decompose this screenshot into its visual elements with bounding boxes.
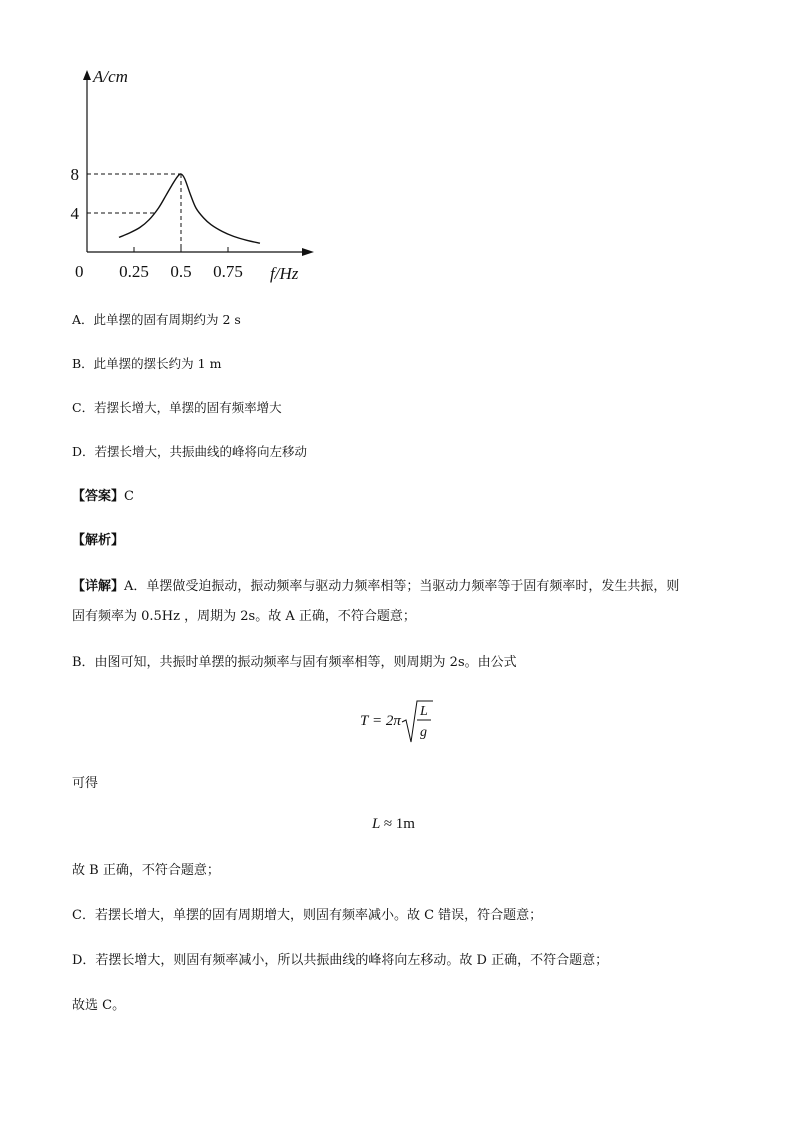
option-a: A．此单摆的固有周期约为 2 s <box>72 312 241 327</box>
kede-line: 可得 <box>72 776 99 791</box>
answer-line <box>72 486 732 508</box>
y-axis-label: A/cm <box>93 67 128 86</box>
y-axis-arrow <box>83 70 91 80</box>
detail-label: 【详解】 <box>72 579 125 594</box>
formula-period-num: L <box>420 704 428 719</box>
detail-a-text: A．单摆做受迫振动，振动频率与驱动力频率相等；当驱动力频率等于固有频率时，发生共振，则 <box>124 579 680 594</box>
formula-period <box>358 698 448 748</box>
detail-b-line: B．由图可知，共振时单摆的振动频率与固有频率相等，则周期为 2s。由公式 <box>72 655 517 670</box>
b-conclusion: 故 B 正确，不符合题意； <box>72 863 220 878</box>
formula-length-lhs: L <box>372 816 381 832</box>
x-tick-label: 0.75 <box>213 262 243 281</box>
answer-label: 【答案】 <box>72 489 125 504</box>
x-axis-label: f/Hz <box>270 264 299 283</box>
formula-period-lhs: T <box>360 713 369 729</box>
x-tick-label: 0.25 <box>119 262 149 281</box>
y-tick-label: 4 <box>70 204 79 223</box>
chart-guides <box>87 174 181 252</box>
answer-value: C <box>124 489 134 504</box>
x-tick-labels <box>119 262 243 281</box>
analysis-line <box>72 530 732 552</box>
resonance-chart <box>60 58 330 288</box>
detail-line-1 <box>72 576 732 598</box>
formula-period-svg <box>358 698 448 748</box>
y-tick-labels <box>71 165 80 223</box>
sqrt-sign <box>402 701 433 742</box>
chart-series-curve <box>119 174 260 243</box>
option-c: C．若摆长增大，单摆的固有频率增大 <box>72 400 282 415</box>
detail-c-line: C．若摆长增大，单摆的固有周期增大，则固有频率减小。故 C 错误，符合题意； <box>72 908 543 923</box>
analysis-label: 【解析】 <box>72 533 125 548</box>
y-tick-label: 8 <box>70 165 79 184</box>
option-b: B．此单摆的摆长约为 1 m <box>72 356 222 371</box>
origin-label: 0 <box>75 262 84 281</box>
formula-period-eq: = 2π <box>372 713 401 729</box>
option-d: D．若摆长增大，共振曲线的峰将向左移动 <box>72 444 308 459</box>
chart-svg <box>60 58 330 288</box>
x-tick-label: 0.5 <box>170 262 192 281</box>
x-axis-arrow <box>302 248 314 256</box>
detail-d-line: D．若摆长增大，则固有频率减小，所以共振曲线的峰将向左移动。故 D 正确，不符合题意； <box>72 953 609 968</box>
detail-line-2: 固有频率为 0.5Hz ，周期为 2s。故 A 正确，不符合题意； <box>72 609 416 624</box>
chart-axes <box>83 70 314 256</box>
formula-length-rhs: ≈ 1m <box>383 816 415 832</box>
formula-length <box>372 816 415 833</box>
final-choice: 故选 C。 <box>72 998 126 1013</box>
formula-period-den: g <box>420 725 427 740</box>
